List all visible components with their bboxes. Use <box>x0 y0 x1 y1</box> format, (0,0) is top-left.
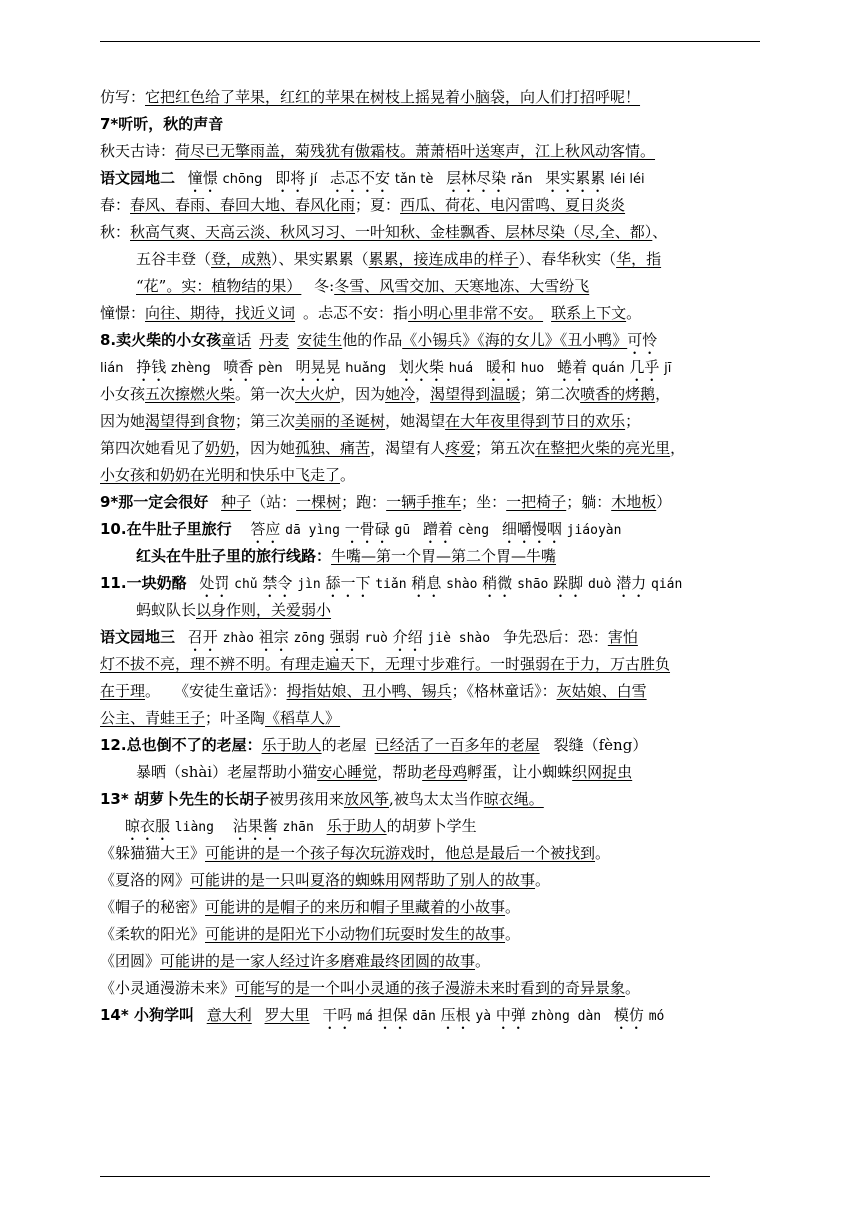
text: ；第二次 <box>520 385 581 403</box>
text: 争先恐后：恐： <box>502 628 608 646</box>
text-line <box>100 219 765 246</box>
underlined-answer: 一把椅子 <box>506 493 567 511</box>
underlined-answer: “花”。实：植物结的果） <box>136 277 302 295</box>
underlined-answer: 她冷 <box>385 385 416 403</box>
text: ，因为她 <box>235 439 296 457</box>
word: 挣钱 <box>136 358 167 376</box>
text: 。第一次 <box>235 385 296 403</box>
text-line <box>100 678 765 705</box>
underlined-answer: 意大利 <box>206 1006 252 1024</box>
section-heading <box>100 732 765 759</box>
word: 召开 <box>187 628 218 646</box>
text: ,被鸟太太当作 <box>388 790 484 808</box>
text: ） <box>656 493 672 511</box>
underlined-answer: 它把红色给了苹果，红红的苹果在树枝上摇晃着小脑袋，向人们打招呼呢！ <box>145 88 641 106</box>
label: 秋： <box>100 223 131 241</box>
text: ，渴望有人 <box>370 439 446 457</box>
underlined-answer: 登，成熟 <box>211 250 272 268</box>
text-line <box>100 975 765 1002</box>
pinyin: shào <box>446 577 478 592</box>
pinyin: huá <box>448 361 474 376</box>
text: ；跑： <box>341 493 387 511</box>
lesson-title: 7*听听，秋的声音 <box>100 115 224 133</box>
text-line <box>100 921 765 948</box>
word: 划火柴 <box>398 358 444 376</box>
text: 。忐忑不安：指 <box>303 304 409 322</box>
underlined-answer: 罗大里 <box>264 1006 310 1024</box>
text: 。 <box>340 466 356 484</box>
pinyin: shāo <box>517 577 549 592</box>
text: ； <box>625 412 641 430</box>
text-line <box>100 867 765 894</box>
underlined-answer: 西瓜、荷花、电闪雷鸣、夏日炎炎 <box>400 196 626 214</box>
word: 中弹 <box>495 1006 526 1024</box>
pinyin: gū <box>394 523 411 538</box>
underlined-answer: 乐于助人 <box>326 817 387 835</box>
label: 秋天古诗： <box>100 142 176 160</box>
pinyin: yà <box>475 1009 492 1024</box>
text-line <box>100 543 765 570</box>
pinyin: dā yìng <box>285 523 340 538</box>
word: 喷香 <box>223 358 254 376</box>
book-title: 《小灵通漫游未来》 <box>100 979 236 997</box>
pinyin: tiǎn <box>375 577 407 592</box>
word: 模仿 <box>613 1006 644 1024</box>
section-heading <box>100 786 765 813</box>
underlined-answer: 小明心里非常不安。 <box>408 304 544 322</box>
underlined-answer: 渴望得到食物 <box>145 412 236 430</box>
pinyin: huǎng <box>345 361 387 376</box>
pinyin: jī <box>664 361 672 376</box>
word: 压根 <box>440 1006 471 1024</box>
text: 蚂蚁队长 <box>136 601 197 619</box>
underlined-answer: 向往、期待， <box>145 304 236 322</box>
pinyin: jiáoyàn <box>566 523 622 538</box>
lesson-title: 13* 胡萝卜先生的长胡子 <box>100 790 269 808</box>
underlined-answer: 《稻草人》 <box>265 709 341 727</box>
text-line <box>100 300 765 327</box>
text: ；《格林童话》： <box>451 682 557 700</box>
pinyin: liàng <box>174 820 214 835</box>
pinyin: léi léi <box>610 172 645 187</box>
underlined-answer: 晾衣绳。 <box>483 790 544 808</box>
text: ；坐： <box>461 493 507 511</box>
underlined-answer: 童话 <box>221 331 252 349</box>
word: 跺脚 <box>553 574 584 592</box>
text-line <box>100 705 765 732</box>
label: 仿写： <box>100 88 146 106</box>
text-line <box>100 840 765 867</box>
text: ， <box>415 385 431 403</box>
pinyin: chōng <box>222 172 263 187</box>
pinyin: ruò <box>364 631 388 646</box>
vocab-line <box>100 624 765 651</box>
underlined-answer: 渴望得到温暖 <box>430 385 521 403</box>
underlined-answer: 小女孩和奶奶在光明和快乐中飞走了 <box>100 466 341 484</box>
text: 。 <box>626 304 642 322</box>
word: 忐忑不安 <box>330 169 391 187</box>
pinyin: jiè shào <box>427 631 491 646</box>
text-line <box>100 246 765 273</box>
underlined-answer: 已经活了一百多年的老屋 <box>374 736 540 754</box>
word: 稍息 <box>411 574 442 592</box>
text: 暴晒（shài）老屋帮助小猫 <box>136 763 318 781</box>
underlined-answer: 可能讲的是一只叫夏洛的蜘蛛用网帮助了别人的故事 <box>190 871 536 889</box>
underlined-answer: 美丽的圣诞树 <box>295 412 386 430</box>
text-line <box>100 192 765 219</box>
word: 可怜 <box>627 331 658 349</box>
text-line <box>100 759 765 786</box>
pinyin: cèng <box>457 523 490 538</box>
lesson-title: 10.在牛肚子里旅行 <box>100 520 232 538</box>
word: 答应 <box>250 520 281 538</box>
word: 即将 <box>275 169 306 187</box>
text-line <box>100 651 765 678</box>
text-line <box>100 381 765 408</box>
pinyin: chǔ <box>234 577 258 592</box>
underlined-answer: 可能讲的是帽子的来历和帽子里藏着的小故事 <box>205 898 506 916</box>
text: 。 <box>475 952 491 970</box>
underlined-answer: 联系上下文 <box>551 304 627 322</box>
underlined-answer: 灯不拔不亮，理不辨不明。有理走遍天下，无理寸步难行。一时强弱在于力，万古胜负 <box>100 655 671 673</box>
pinyin: zhèng <box>171 361 211 376</box>
word: 强弱 <box>329 628 360 646</box>
word: 禁令 <box>262 574 293 592</box>
lesson-title: 14* 小狗学叫 <box>100 1006 194 1024</box>
underlined-answer: 老母鸡 <box>422 763 468 781</box>
section-heading <box>100 489 765 516</box>
text: ， <box>670 439 686 457</box>
text: ， <box>655 385 671 403</box>
word: 晾衣服 <box>125 817 171 835</box>
underlined-answer: 华，指 <box>616 250 662 268</box>
pinyin: zhào <box>222 631 254 646</box>
word: 蹭着 <box>422 520 453 538</box>
text: 。 <box>535 871 551 889</box>
header-rule <box>100 41 760 42</box>
underlined-answer: 木地板 <box>611 493 657 511</box>
pinyin: lián <box>100 361 124 376</box>
text: 的老屋 <box>321 736 367 754</box>
underlined-answer: 累累，接连成串的样子 <box>368 250 519 268</box>
lesson-title: 8.卖火柴的小女孩 <box>100 331 222 349</box>
book-title: 《团圆》 <box>100 952 161 970</box>
underlined-answer: 疼爱 <box>445 439 476 457</box>
text: 第四次她看见了 <box>100 439 206 457</box>
underlined-answer: 五次擦燃火柴 <box>145 385 236 403</box>
poem: 荷尽已无擎雨盖，菊残犹有傲霜枝。萧萧梧叶送寒声，江上秋风动客情。 <box>175 142 656 160</box>
lesson-title: 12.总也倒不了的老屋： <box>100 736 262 754</box>
underlined-answer: 乐于助人 <box>261 736 322 754</box>
underlined-answer: 丹麦 <box>259 331 290 349</box>
section-heading <box>100 111 765 138</box>
underlined-answer: 可能讲的是阳光下小动物们玩耍时发生的故事 <box>205 925 506 943</box>
text-line <box>100 408 765 435</box>
word: 憧憬 <box>187 169 218 187</box>
pinyin: zhòng dàn <box>530 1009 602 1024</box>
underlined-answer: 喷香的烤鹅 <box>580 385 656 403</box>
pinyin: qián <box>651 577 683 592</box>
pinyin: mó <box>648 1009 665 1024</box>
text: 五谷丰登（ <box>136 250 212 268</box>
vocab-line <box>100 813 765 840</box>
underlined-answer: 孤独、痛苦 <box>295 439 371 457</box>
text-line <box>100 435 765 462</box>
book-title: 《躲猫猫大王》 <box>100 844 206 862</box>
section-title: 语文园地三 <box>100 628 176 646</box>
pinyin: dān <box>412 1009 436 1024</box>
label: 冬: <box>314 277 335 295</box>
text: 。 <box>145 682 161 700</box>
word: 细嚼慢咽 <box>501 520 562 538</box>
word: 祖宗 <box>258 628 289 646</box>
text: 小女孩 <box>100 385 146 403</box>
word: 暖和 <box>485 358 516 376</box>
text: 裂缝（fèng） <box>553 736 648 754</box>
section-heading <box>100 1002 765 1029</box>
pinyin: pèn <box>258 361 283 376</box>
text: ；叶圣陶 <box>205 709 266 727</box>
underlined-answer: 种子 <box>221 493 252 511</box>
underlined-answer: 安心睡觉 <box>317 763 378 781</box>
document-body <box>100 84 765 1029</box>
underlined-answer: 牛嘴—第一个胃—第二个胃—牛嘴 <box>331 547 557 565</box>
underlined-answer: 可能讲的是一家人经过许多磨难最终团圆的故事 <box>160 952 476 970</box>
underlined-answer: 可能写的是一个叫小灵通的孩子漫游未来时看到的奇异景象 <box>235 979 626 997</box>
pinyin: quán <box>591 361 625 376</box>
word: 几乎 <box>629 358 660 376</box>
underlined-answer: 冬雪、风雪交加、天寒地冻、大雪纷飞 <box>334 277 590 295</box>
text-line <box>100 273 765 300</box>
underlined-answer: 可能讲的是一个孩子每次玩游戏时，他总是最后一个被找到 <box>205 844 596 862</box>
word: 处罚 <box>199 574 230 592</box>
text-line <box>100 138 765 165</box>
text-line <box>100 894 765 921</box>
word: 介绍 <box>392 628 423 646</box>
label: ；夏： <box>355 196 401 214</box>
text: 因为她 <box>100 412 146 430</box>
word: 层林尽染 <box>446 169 507 187</box>
underlined-answer: 害怕 <box>607 628 638 646</box>
underlined-answer: 秋高气爽、天高云淡、秋风习习、一叶知秋、金桂飘香、层林尽染（尽,全、都） <box>130 223 653 241</box>
pinyin: duò <box>587 577 612 592</box>
text: 。 <box>595 844 611 862</box>
text: 、 <box>652 223 668 241</box>
word: 干吗 <box>322 1006 353 1024</box>
underlined-answer: 《小锡兵》《海的女儿》《丑小鸭》 <box>402 331 628 349</box>
text-line <box>100 84 765 111</box>
underlined-answer: 一辆手推车 <box>386 493 462 511</box>
word: 稍微 <box>482 574 513 592</box>
pinyin: rǎn <box>510 172 533 187</box>
underlined-answer: 公主、青蛙王子 <box>100 709 206 727</box>
text: ）、春华秋实（ <box>518 250 617 268</box>
vocab-line <box>100 165 765 192</box>
text: （站： <box>251 493 297 511</box>
pinyin: tǎn tè <box>394 172 434 187</box>
word: 一骨碌 <box>344 520 390 538</box>
underlined-answer: 在大年夜里得到节日的欢乐 <box>445 412 626 430</box>
text-line <box>100 597 765 624</box>
pinyin: zhān <box>282 820 314 835</box>
pinyin: zōng <box>293 631 325 646</box>
text: 被男孩用来 <box>268 790 344 808</box>
section-heading <box>100 327 765 354</box>
underlined-answer: 以身作则，关爱弱小 <box>196 601 332 619</box>
underlined-answer: 大火炉 <box>295 385 341 403</box>
underlined-answer: 拇指姑娘、丑小鸭、锡兵 <box>286 682 452 700</box>
text-line <box>100 462 765 489</box>
label: 红头在牛肚子里的旅行线路： <box>136 547 332 565</box>
text: ；躺： <box>566 493 612 511</box>
label: 憧憬： <box>100 304 146 322</box>
word: 果实累累 <box>545 169 606 187</box>
text: ）、果实累累（ <box>271 250 369 268</box>
book-title: 《夏洛的网》 <box>100 871 191 889</box>
word: 蜷着 <box>557 358 588 376</box>
word: 潜力 <box>616 574 647 592</box>
text: ；第三次 <box>235 412 296 430</box>
label: 春： <box>100 196 131 214</box>
text-line <box>100 948 765 975</box>
pinyin: huo <box>520 361 545 376</box>
section-heading <box>100 516 765 543</box>
text: 《安徒生童话》： <box>174 682 287 700</box>
underlined-answer: 放风筝 <box>343 790 389 808</box>
word: 明晃晃 <box>295 358 341 376</box>
text: 。 <box>625 979 641 997</box>
underlined-answer: 奶奶 <box>205 439 236 457</box>
word: 沾果酱 <box>232 817 278 835</box>
underlined-answer: 在整把火柴的亮光里 <box>535 439 671 457</box>
underlined-answer: 找近义词 <box>235 304 296 322</box>
word: 担保 <box>377 1006 408 1024</box>
underlined-answer: 灰姑娘、白雪 <box>556 682 647 700</box>
pinyin: má <box>357 1009 373 1024</box>
text: ，帮助 <box>377 763 423 781</box>
underlined-answer: 一棵树 <box>296 493 342 511</box>
pinyin: jí <box>310 172 318 187</box>
text: 。 <box>505 898 521 916</box>
pinyin: jìn <box>297 577 321 592</box>
underlined-answer: 春风、春雨、春回大地、春风化雨 <box>130 196 356 214</box>
footer-rule <box>100 1176 710 1177</box>
underlined-answer: 在于理 <box>100 682 146 700</box>
text: ，因为 <box>340 385 386 403</box>
word: 舔一下 <box>325 574 371 592</box>
underlined-answer: 织网捉虫 <box>572 763 633 781</box>
book-title: 《帽子的秘密》 <box>100 898 206 916</box>
text: ，她渴望 <box>385 412 446 430</box>
text: ；第五次 <box>475 439 536 457</box>
underlined-answer: 安徒生 <box>297 331 343 349</box>
text: 的胡萝卜学生 <box>386 817 477 835</box>
section-heading <box>100 570 765 597</box>
vocab-line <box>100 354 765 381</box>
book-title: 《柔软的阳光》 <box>100 925 206 943</box>
text: 。 <box>505 925 521 943</box>
lesson-title: 11.一块奶酪 <box>100 574 187 592</box>
text: 他的作品 <box>342 331 403 349</box>
text: 孵蛋，让小蜘蛛 <box>467 763 573 781</box>
section-title: 语文园地二 <box>100 169 176 187</box>
lesson-title: 9*那一定会很好 <box>100 493 209 511</box>
